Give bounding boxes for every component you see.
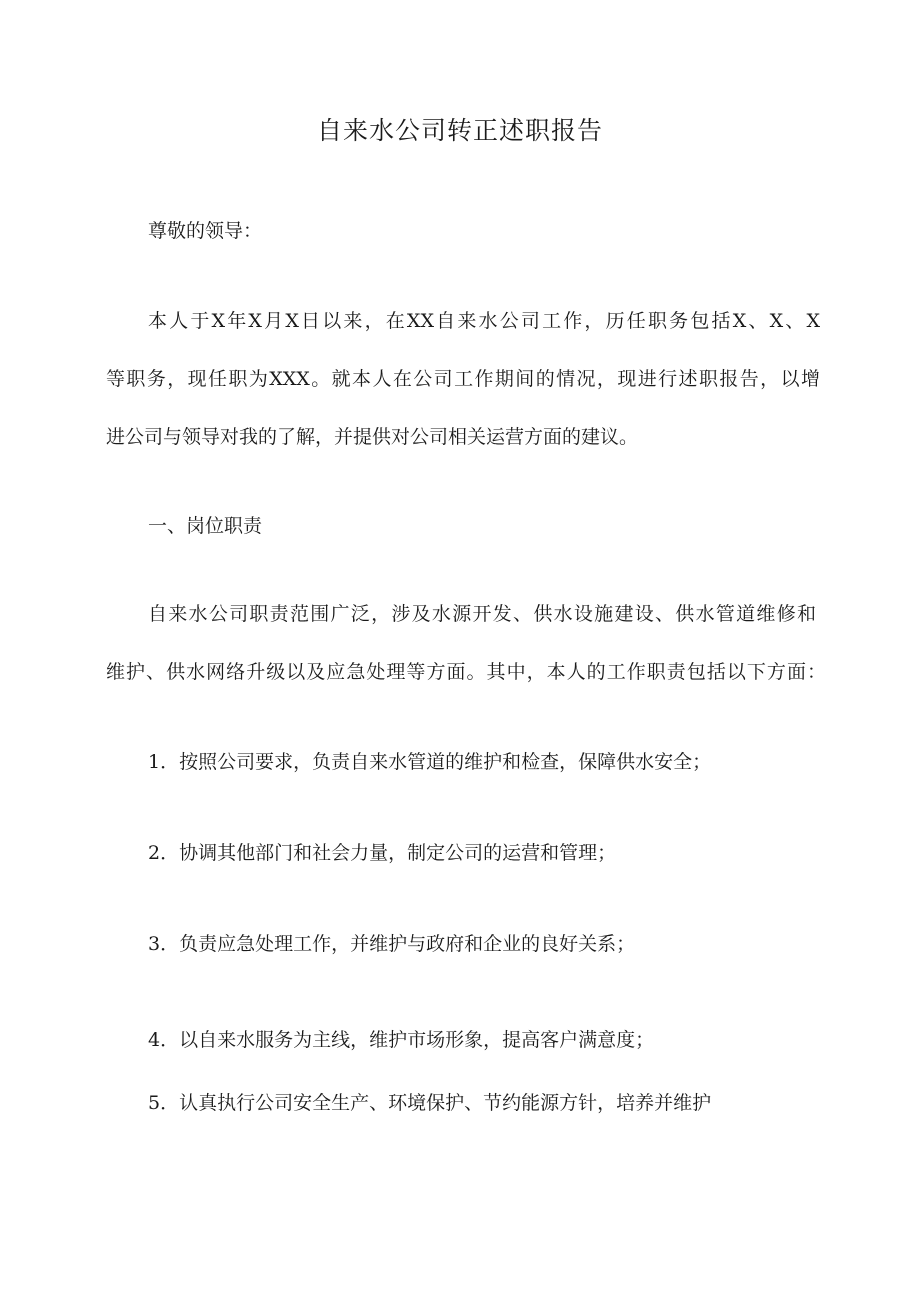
duty-item-5: 5．认真执行公司安全生产、环境保护、节约能源方针，培养并维护 [148,1092,712,1114]
duty-item-4: 4．以自来水服务为主线，维护市场形象，提高客户满意度； [148,1029,655,1051]
section-1-para-line-1: 自来水公司职责范围广泛，涉及水源开发、供水设施建设、供水管道维修和 [148,603,816,625]
section-heading-1: 一、岗位职责 [148,515,263,537]
duty-item-3: 3．负责应急处理工作，并维护与政府和企业的良好关系； [148,933,636,955]
duty-item-1: 1．按照公司要求，负责自来水管道的维护和检查，保障供水安全； [148,751,712,773]
document-title: 自来水公司转正述职报告 [316,116,603,145]
salutation: 尊敬的领导： [148,220,263,242]
section-1-para-line-2: 维护、供水网络升级以及应急处理等方面。其中，本人的工作职责包括以下方面： [106,661,826,683]
duty-item-2: 2．协调其他部门和社会力量，制定公司的运营和管理； [148,842,617,864]
intro-line-2: 等职务，现任职为XXX。就本人在公司工作期间的情况，现进行述职报告，以增 [106,368,820,390]
intro-line-3: 进公司与领导对我的了解，并提供对公司相关运营方面的建议。 [106,426,639,448]
intro-line-1: 本人于X年X月X日以来，在XX自来水公司工作，历任职务包括X、X、X [148,310,820,332]
